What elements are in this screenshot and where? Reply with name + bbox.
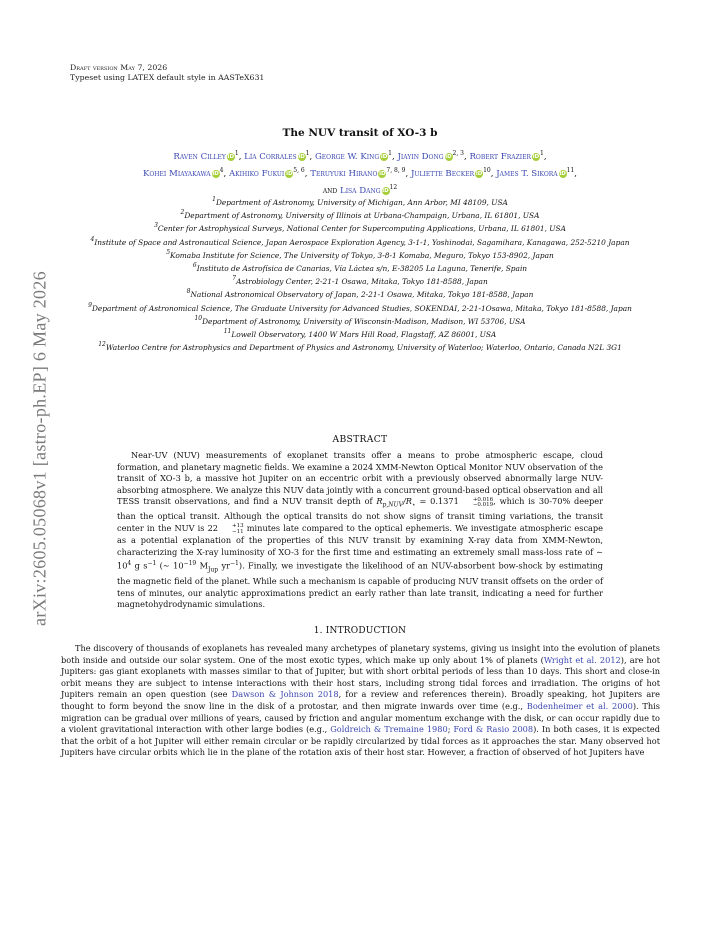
- author[interactable]: Akihiko Fukui iD$^{5, 6}$,: [228, 167, 308, 179]
- affiliation: $^4$Institute of Space and Astronautical Science, Japan Aerospace Exploration Agency, 3-1-1, Yoshinodai, Sagamihara, Kanagawa, 252-5210 Japan: [90, 235, 630, 247]
- author[interactable]: Robert Frazier $iD^1$,: [469, 150, 547, 162]
- affiliation: $^6$Instituto de Astrofísica de Canarias, Vía Láctea s/n, E-38205 La Laguna, Tenerife, Spain: [192, 262, 528, 274]
- abstract-body: Near-UV (NUV) measurements of exoplanet transits offer a means to probe atmospheric escape, cloud formation, and planetary magnetic fields. We examine a 2024 XMM-Newton Optical Monitor NUV observation of the transit of XO-3 b, a massive hot Jupiter on an eccentric orbit with a previously observed abnormally large NUV-absorbing atmosphere. We analyze this NUV data jointly with a concurrent ground-based optical observation and all TESS transit observations, and find a NUV transit depth of $R_{p,NUV}/R_⋆ = 0.1371$ +0.016 −0.019 , which is 30-70% deeper than the optical transit. Although the optical transits do not show signs of transit timing variations, the transit center in the NUV is 22 +13 −11 minutes late compared to the optical ephemeris. We investigate atmospheric escape as a potential explanation of the properties of this NUV transit by examining X-ray data from XMM-Newton, characterizing the X-ray luminosity of XO-3 for the first time and estimating an extremely small mass-loss rate of ∼ $10^4$ g $s^{-1}$ (∼ $10^{-19}$ $M_{Jup}$ $yr^{-1}$). Finally, we investigate the likelihood of an NUV-absorbent bow-shock by estimating the magnetic field of the planet. While such a mechanism is capable of producing NUV transit offsets on the order of tens of minutes, our analytic approximations predict an early rather than late transit, indicating a need for further magnetohydrodynamic simulations.: [117, 450, 603, 610]
- orcid-icon[interactable]: iD: [212, 171, 219, 177]
- author[interactable]: Lía Corrales $iD^1$,: [244, 150, 313, 162]
- affiliation: $^8$National Astronomical Observatory of Japan, 2-21-1 Osawa, Mitaka, Tokyo 181-8588, Japan: [186, 288, 534, 300]
- citation-link[interactable]: Goldreich & Tremaine 1980: [330, 724, 448, 735]
- abstract-heading: ABSTRACT: [332, 434, 388, 445]
- orcid-icon[interactable]: iD: [532, 154, 540, 160]
- orcid-icon[interactable]: iD: [380, 154, 388, 160]
- author[interactable]: Lisa Dang $iD^{12}$: [339, 184, 398, 196]
- orcid-icon[interactable]: iD: [559, 171, 566, 177]
- author[interactable]: Kohei Miayakawa $iD^4$,: [142, 167, 227, 179]
- affiliation: $^3$Center for Astrophysical Surveys, National Center for Supercomputing Applications, Urbana, IL 61801, USA: [154, 222, 566, 234]
- orcid-icon[interactable]: iD: [382, 188, 389, 194]
- introduction-body: The discovery of thousands of exoplanets has revealed many archetypes of planetary systems, giving us insight into the evolution of planets both inside and outside our solar system. One of the most exotic types, which make up only about 1% of planets (Wright et al. 2012), are hot Jupiters: gas giant exoplanets with masses similar to that of Jupiter, but with short orbital periods of less than 10 days. This short and close-in orbit means they are subject to intense interactions with their host stars, including strong tidal forces and irradiation. The origins of hot Jupiters remain an open question (see Dawson & Johnson 2018, for a review and references therein). Broadly speaking, hot Jupiters are thought to form beyond the snow line in the disk of a protostar, and then migrate inwards over time (e.g., Bodenheimer et al. 2000). This migration can be gradual over millions of years, caused by friction and angular momentum exchange with the disk, or can occur rapidly due to a violent gravitational interaction with other large bodies (e.g., Goldreich & Tremaine 1980; Ford & Rasio 2008). In both cases, it is expected that the orbit of a hot Jupiter will either remain circular or be rapidly circularized by tidal forces as it approaches the star. Many observed hot Jupiters have circular orbits which lie in the plane of the rotation axis of their host star. However, a fraction of observed of hot Jupiters have: [61, 643, 660, 758]
- orcid-icon[interactable]: iD: [475, 171, 483, 177]
- affiliation: $^1$Department of Astronomy, University of Michigan, Ann Arbor, MI 48109, USA: [212, 196, 508, 207]
- author[interactable]: Jiayin Dong iD$^{2, 3}$,: [397, 150, 467, 162]
- affiliation: $^9$Department of Astronomical Science, The Graduate University for Advanced Studies, SOKENDAI, 2-21-1Osawa, Mitaka, Tokyo 181-8588, Japan: [88, 301, 632, 313]
- affiliation: $^{10}$Department of Astronomy, University of Wisconsin-Madison, Madison, WI 53706, USA: [194, 314, 526, 326]
- draft-version-line: Draft version May 7, 2026: [70, 63, 168, 72]
- draft-header: [70, 63, 264, 83]
- affiliation: $^{12}$Waterloo Centre for Astrophysics and Department of Physics and Astronomy, University of Waterloo; Waterloo, Ontario, Canada N2L 3G1: [98, 341, 622, 353]
- orcid-icon[interactable]: iD: [298, 154, 305, 160]
- author[interactable]: George W. King $iD^1$,: [314, 150, 395, 162]
- citation-link[interactable]: Dawson & Johnson 2018: [231, 689, 339, 700]
- affiliation: $^{11}$Lowell Observatory, 1400 W Mars Hill Road, Flagstaff, AZ 86001, USA: [223, 328, 497, 340]
- citation-link[interactable]: Wright et al. 2012: [543, 654, 621, 665]
- affiliation: $^7$Astrobiology Center, 2-21-1 Osawa, Mitaka, Tokyo 181-8588, Japan: [232, 275, 488, 287]
- section-heading-introduction: 1. INTRODUCTION: [313, 626, 407, 636]
- affiliation-list: [28, 195, 692, 353]
- arxiv-identifier: arXiv:2605.05068v1 [astro-ph.EP] 6 May 2026: [29, 271, 50, 626]
- affiliation: $^5$Komaba Institute for Science, The University of Tokyo, 3-8-1 Komaba, Meguro, Tokyo 153-8902, Japan: [166, 248, 554, 260]
- orcid-icon[interactable]: iD: [445, 154, 452, 160]
- orcid-icon[interactable]: iD: [286, 171, 293, 177]
- orcid-icon[interactable]: iD: [227, 154, 235, 160]
- author[interactable]: Teruyuki Hirano iD$^{7, 8, 9}$,: [310, 167, 409, 179]
- affiliation: $^2$Department of Astronomy, University of Illinois at Urbana-Champaign, Urbana, IL 61801, USA: [180, 209, 540, 221]
- typeset-line: Typeset using LATEX default style in AASTeX631: [70, 73, 265, 82]
- orcid-icon[interactable]: iD: [379, 171, 386, 177]
- and-word: and: [322, 186, 338, 196]
- citation-link[interactable]: Bodenheimer et al. 2000: [526, 700, 633, 711]
- author-list: [40, 147, 680, 198]
- author[interactable]: James T. Sikora $iD^{11}$,: [496, 167, 578, 179]
- author[interactable]: Raven Cilley $iD^1$,: [173, 150, 242, 162]
- citation-link[interactable]: Ford & Rasio 2008: [453, 724, 534, 735]
- author[interactable]: Juliette Becker $iD^{10}$,: [410, 167, 494, 179]
- paper-title: The NUV transit of XO-3 b: [282, 127, 438, 139]
